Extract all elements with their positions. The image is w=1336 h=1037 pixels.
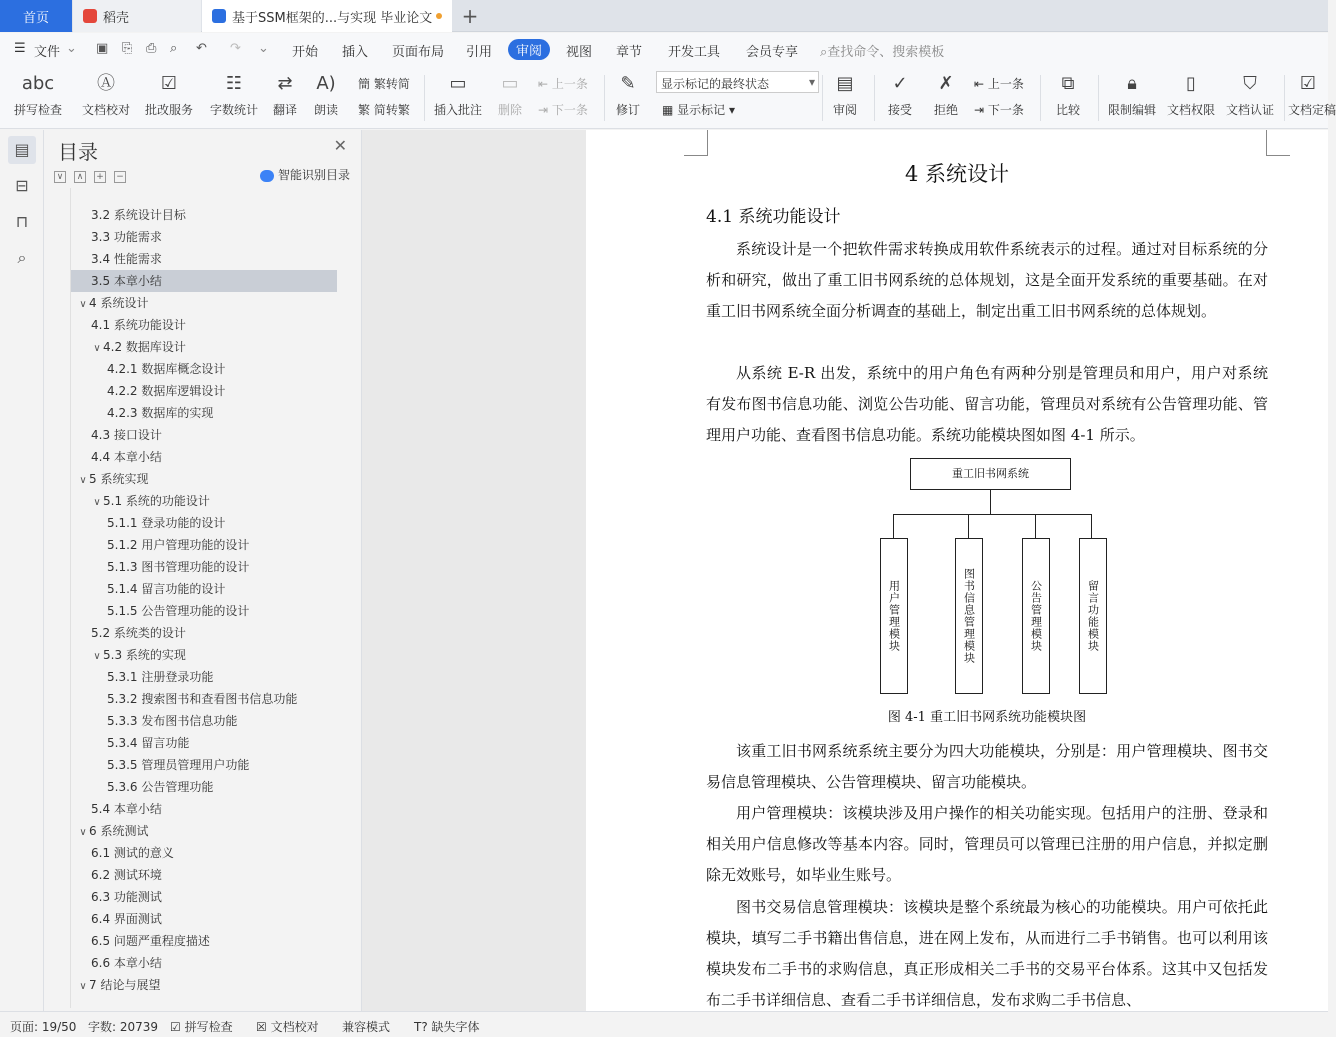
- menu-start[interactable]: 开始: [292, 45, 319, 60]
- search-icon: ⌕: [820, 45, 828, 60]
- ribbon-divider: [424, 75, 425, 121]
- restrict-edit-button[interactable]: [1104, 71, 1160, 127]
- add-heading-icon[interactable]: +: [94, 171, 106, 183]
- diagram-connector: [1035, 514, 1036, 538]
- prev-change-button[interactable]: ⇤ 上一条: [974, 77, 1024, 91]
- toc-item-label: 6.6 本章小结: [91, 956, 162, 970]
- spell-check-label: 拼写检查: [13, 103, 62, 117]
- daoke-icon: [83, 9, 97, 23]
- menu-bar: [0, 33, 1328, 65]
- diagram-child-box: [1022, 538, 1050, 694]
- show-markup-label: 显示标记: [677, 103, 726, 117]
- prev-comment-label: 上一条: [551, 77, 588, 91]
- status-proof-label: 文档校对: [270, 1020, 319, 1034]
- toc-item[interactable]: [71, 314, 337, 336]
- toc-item-label: 5.3 系统的实现: [103, 648, 186, 662]
- section-heading: 4.1 系统功能设计: [706, 207, 841, 227]
- toc-item-label: 5.3.1 注册登录功能: [107, 670, 214, 684]
- diagram-child-label: 公告管理模块: [1029, 580, 1043, 652]
- toc-item[interactable]: [71, 204, 337, 226]
- toc-item[interactable]: [71, 908, 337, 930]
- diagram-connector: [968, 514, 969, 538]
- hamburger-icon[interactable]: ☰: [14, 41, 26, 56]
- menu-review[interactable]: 审阅: [508, 39, 550, 60]
- delete-comment-button[interactable]: [490, 71, 530, 127]
- compare-icon: ⧉: [1061, 73, 1075, 94]
- chevron-down-icon[interactable]: ∨: [93, 497, 101, 508]
- toc-item[interactable]: [71, 534, 337, 556]
- doc-proof-label: 文档校对: [81, 103, 130, 117]
- toc-item[interactable]: [71, 798, 337, 820]
- smart-toc-button[interactable]: [260, 166, 350, 183]
- toc-item-label: 7 结论与展望: [89, 978, 161, 992]
- paragraph-5: 图书交易信息管理模块：该模块是整个系统最为核心的功能模块。用户可依托此模块，填写二手书籍出售信息，进在网上发布，从而进行二手书销售。也可以利用该模块发布二手书的求购信息，真正形成相关二手书的交易平台体系。这其中又包括发布二手书详细信息、查看二手书详细信息，发布求购二手书信息、: [706, 898, 1268, 1009]
- accept-label: 接受: [887, 103, 912, 117]
- diagram-connector: [990, 490, 991, 514]
- toc-item[interactable]: [71, 490, 337, 512]
- chevron-down-icon[interactable]: ∨: [79, 981, 87, 992]
- compare-label: 比较: [1055, 103, 1080, 117]
- menu-layout[interactable]: 页面布局: [392, 45, 445, 60]
- toc-item-label: 5.1.3 图书管理功能的设计: [107, 560, 250, 574]
- diagram-child-box: [1079, 538, 1107, 694]
- chevron-down-icon[interactable]: ⌄: [66, 41, 77, 56]
- doc-proof-button[interactable]: [80, 71, 132, 127]
- tab-bar: [0, 0, 1328, 32]
- word-count-label: 字数统计: [209, 103, 258, 117]
- toc-item[interactable]: [71, 666, 337, 688]
- reject-button[interactable]: [926, 71, 966, 127]
- chevron-down-icon[interactable]: ∨: [93, 343, 101, 354]
- restrict-edit-label: 限制编辑: [1107, 103, 1156, 117]
- document-area: [362, 130, 1328, 1011]
- review-pane-icon: ▤: [836, 73, 854, 94]
- tab-daoke[interactable]: [73, 0, 201, 32]
- toc-item[interactable]: [71, 864, 337, 886]
- batch-icon: ☑: [160, 73, 178, 94]
- font-help-icon: T?: [414, 1020, 428, 1034]
- toc-item-label: 5.1.2 用户管理功能的设计: [107, 538, 250, 552]
- word-count-icon: ☷: [225, 73, 243, 94]
- toc-panel-icon[interactable]: ▤: [8, 136, 36, 164]
- toc-item[interactable]: [71, 732, 337, 754]
- compare-button[interactable]: [1048, 71, 1088, 127]
- missing-font-button[interactable]: [414, 1018, 480, 1035]
- track-changes-button[interactable]: [610, 71, 646, 127]
- menu-file[interactable]: 文件: [34, 45, 61, 60]
- toc-item[interactable]: [71, 688, 337, 710]
- undo-icon[interactable]: ↶: [196, 41, 207, 56]
- markup-state-select[interactable]: 显示标记的最终状态 ▾: [656, 71, 819, 93]
- word-count-button[interactable]: [208, 71, 260, 127]
- new-tab-button[interactable]: +: [461, 4, 479, 28]
- diagram-child-box: [880, 538, 908, 694]
- read-aloud-button[interactable]: [310, 71, 342, 127]
- side-rail: [0, 130, 44, 1011]
- doc-rights-label: 文档权限: [1166, 103, 1215, 117]
- translate-button[interactable]: [266, 71, 304, 127]
- bookmark-icon[interactable]: ⊓: [15, 212, 29, 231]
- ribbon-divider: [1098, 75, 1099, 121]
- chevron-down-icon[interactable]: ∨: [79, 475, 87, 486]
- reject-icon: ✗: [938, 73, 954, 94]
- collapse-all-icon[interactable]: ∨: [54, 171, 66, 183]
- toc-item-label: 4.2.1 数据库概念设计: [107, 362, 226, 376]
- status-spell-check[interactable]: [170, 1018, 233, 1035]
- toc-item-label: 6.1 测试的意义: [91, 846, 174, 860]
- toc-item[interactable]: [71, 270, 337, 292]
- toc-item-label: 6.2 测试环境: [91, 868, 162, 882]
- chevron-down-icon[interactable]: ∨: [93, 651, 101, 662]
- toc-tools: [54, 168, 134, 183]
- toc-item[interactable]: [71, 776, 337, 798]
- toc-item[interactable]: [71, 402, 337, 424]
- diagram-child-label: 用户管理模块: [887, 580, 901, 652]
- shield-icon: ⛉: [1243, 73, 1257, 94]
- menu-reference[interactable]: 引用: [466, 45, 493, 60]
- export-icon[interactable]: ⎘: [122, 41, 133, 56]
- diagram-root-box: 重工旧书网系统: [910, 458, 1071, 490]
- toc-item-label: 6 系统测试: [89, 824, 149, 838]
- paragraph-3: 该重工旧书网系统系统主要分为四大功能模块，分别是：用户管理模块、图书交易信息管理模块、公告管理模块、留言功能模块。: [706, 742, 1268, 791]
- proof-icon: Ⓐ: [97, 73, 115, 94]
- prev-comment-button[interactable]: ⇤ 上一条: [538, 77, 588, 91]
- toc-item-label: 4.2 数据库设计: [103, 340, 186, 354]
- toc-item-label: 3.3 功能需求: [91, 230, 162, 244]
- toc-item-label: 6.3 功能测试: [91, 890, 162, 904]
- toc-item-label: 6.4 界面测试: [91, 912, 162, 926]
- menu-devtools[interactable]: 开发工具: [668, 45, 721, 60]
- toc-item-label: 5 系统实现: [89, 472, 149, 486]
- insert-comment-button[interactable]: [432, 71, 484, 127]
- command-search[interactable]: [820, 41, 944, 60]
- paragraph-1: 系统设计是一个把软件需求转换成用软件系统表示的过程。通过对目标系统的分析和研究，做出了重工旧书网系统的总体规划，这是全面开发系统的重要基础。在对重工旧书网系统全面分析调查的基础上，制定出重工旧书网系统的总体规划。: [706, 240, 1268, 320]
- doc-final-icon: ☑: [1299, 73, 1317, 94]
- remove-heading-icon[interactable]: −: [114, 171, 126, 183]
- review-pane-button[interactable]: [828, 71, 862, 127]
- simp-to-trad-button[interactable]: 繁 简转繁: [358, 103, 410, 117]
- toc-item-label: 3.2 系统设计目标: [91, 208, 186, 222]
- doc-rights-icon: ▯: [1186, 73, 1196, 94]
- track-changes-label: 修订: [615, 103, 640, 117]
- trad-to-simp-button[interactable]: 簡 繁转简: [358, 77, 410, 91]
- toc-item-label: 5.1.1 登录功能的设计: [107, 516, 226, 530]
- toc-item[interactable]: [71, 226, 337, 248]
- toc-item[interactable]: [71, 622, 337, 644]
- comment-icon: ▭: [449, 73, 467, 94]
- toc-item-label: 4.4 本章小结: [91, 450, 162, 464]
- smart-toc-icon: [260, 170, 274, 182]
- word-count-indicator[interactable]: 字数: 20739: [88, 1020, 159, 1034]
- next-change-button[interactable]: ⇥ 下一条: [974, 103, 1024, 117]
- toc-item-label: 5.3.5 管理员管理用户功能: [107, 758, 250, 772]
- search-icon[interactable]: ⌕: [17, 248, 27, 267]
- spell-check-icon: abc: [21, 73, 55, 94]
- simp-to-trad-label: 简转繁: [373, 103, 410, 117]
- trad-to-simp-label: 繁转简: [373, 77, 410, 91]
- toc-item-label: 5.1.4 留言功能的设计: [107, 582, 226, 596]
- toc-item-label: 4.3 接口设计: [91, 428, 162, 442]
- save-icon[interactable]: ▣: [96, 41, 109, 56]
- diagram-child-box: [955, 538, 983, 694]
- compat-mode: 兼容模式: [342, 1020, 391, 1034]
- menu-insert[interactable]: 插入: [342, 45, 369, 60]
- toc-item[interactable]: [71, 468, 337, 490]
- batch-service-label: 批改服务: [144, 103, 193, 117]
- document-page[interactable]: [586, 130, 1328, 1011]
- doc-rights-button[interactable]: [1164, 71, 1218, 127]
- toc-title: 目录: [58, 140, 98, 164]
- missing-font-label: 缺失字体: [431, 1020, 480, 1034]
- delete-comment-label: 删除: [497, 103, 522, 117]
- diagram-connector: [1091, 514, 1092, 538]
- spell-check-button[interactable]: [10, 71, 66, 127]
- toc-item[interactable]: [71, 578, 337, 600]
- toc-item[interactable]: [71, 952, 337, 974]
- toc-item[interactable]: [71, 446, 337, 468]
- crop-mark: [1266, 130, 1290, 156]
- toc-item-label: 5.4 本章小结: [91, 802, 162, 816]
- toc-item-label: 5.2 系统类的设计: [91, 626, 186, 640]
- toc-item-label: 5.3.2 搜索图书和查看图书信息功能: [107, 692, 298, 706]
- ribbon-divider: [822, 75, 823, 121]
- reject-label: 拒绝: [933, 103, 958, 117]
- menu-view[interactable]: 视图: [566, 45, 593, 60]
- toc-item[interactable]: [71, 358, 337, 380]
- batch-service-button[interactable]: [140, 71, 198, 127]
- preview-icon[interactable]: ⌕: [170, 41, 178, 56]
- toc-item[interactable]: [71, 820, 337, 842]
- toc-list: [70, 188, 355, 1008]
- menu-member[interactable]: 会员专享: [746, 45, 799, 60]
- more-icon[interactable]: ⌄: [258, 41, 269, 56]
- toc-item[interactable]: [71, 424, 337, 446]
- toc-panel: [44, 130, 362, 1011]
- diagram-child-label: 留言功能模块: [1086, 580, 1100, 652]
- toc-item[interactable]: [71, 556, 337, 578]
- chevron-down-icon[interactable]: ∨: [79, 827, 87, 838]
- toc-item-label: 4.2.3 数据库的实现: [107, 406, 214, 420]
- next-comment-label: 下一条: [551, 103, 588, 117]
- toc-item[interactable]: [71, 886, 337, 908]
- toc-item-label: 6.5 问题严重程度描述: [91, 934, 210, 948]
- toc-item-label: 5.1 系统的功能设计: [103, 494, 210, 508]
- translate-icon: ⇄: [277, 73, 293, 94]
- doc-final-label: 文档定稿: [1288, 103, 1336, 117]
- toc-item-label: 4.2.2 数据库逻辑设计: [107, 384, 226, 398]
- smart-toc-label: 智能识别目录: [278, 168, 351, 182]
- review-pane-label: 审阅: [832, 103, 857, 117]
- toc-item-label: 5.3.6 公告管理功能: [107, 780, 214, 794]
- tab-daoke-label: 稻壳: [103, 10, 130, 26]
- next-change-label: 下一条: [987, 103, 1024, 117]
- status-proof[interactable]: [256, 1018, 319, 1035]
- toc-item[interactable]: [71, 248, 337, 270]
- tab-home[interactable]: 首页: [0, 0, 72, 32]
- ribbon-divider: [1040, 75, 1041, 121]
- diagram-child-label: 图书信息管理模块: [962, 568, 976, 664]
- close-icon[interactable]: ✕: [333, 136, 347, 155]
- read-aloud-label: 朗读: [313, 103, 338, 117]
- insert-comment-label: 插入批注: [433, 103, 482, 117]
- paragraph-4: 用户管理模块：该模块涉及用户操作的相关功能实现。包括用户的注册、登录和相关用户信息修改等基本内容。同时，管理员可以管理已注册的用户信息，并拟定删除无效账号，如毕业生账号。: [706, 804, 1268, 884]
- tab-document-label: 基于SSM框架的...与实现 毕业论文: [232, 10, 433, 26]
- toc-item[interactable]: [71, 974, 337, 996]
- toc-item-label: 5.1.5 公告管理功能的设计: [107, 604, 250, 618]
- status-spell-label: 拼写检查: [184, 1020, 233, 1034]
- toc-item[interactable]: [71, 644, 337, 666]
- toc-item[interactable]: [71, 292, 337, 314]
- menu-chapter[interactable]: 章节: [616, 45, 643, 60]
- proof-box-icon: ☒: [256, 1020, 267, 1034]
- chapter-heading: 4 系统设计: [904, 162, 1010, 186]
- wps-writer-icon: [212, 9, 226, 23]
- ribbon-divider: [874, 75, 875, 121]
- doc-final-button[interactable]: [1288, 71, 1336, 127]
- crop-mark: [684, 130, 708, 156]
- toc-item[interactable]: [71, 842, 337, 864]
- lock-icon: 🔒︎: [1127, 73, 1137, 94]
- print-icon[interactable]: ⎙: [146, 41, 157, 56]
- translate-label: 翻译: [272, 103, 297, 117]
- figure-caption: 图 4-1 重工旧书网系统功能模块图: [887, 710, 1087, 725]
- redo-icon[interactable]: ↷: [230, 41, 241, 56]
- diagram-connector: [893, 514, 1091, 515]
- toc-item-label: 5.3.3 发布图书信息功能: [107, 714, 238, 728]
- track-changes-icon: ✎: [620, 73, 636, 94]
- delete-comment-icon: ▭: [501, 73, 519, 94]
- checkbox-icon: ☑: [170, 1020, 181, 1034]
- toc-item-label: 4.1 系统功能设计: [91, 318, 186, 332]
- search-placeholder: 查找命令、搜索模板: [827, 45, 945, 60]
- toc-item[interactable]: [71, 512, 337, 534]
- next-comment-button[interactable]: ⇥ 下一条: [538, 103, 588, 117]
- tab-document[interactable]: [202, 0, 452, 32]
- toc-item[interactable]: [71, 336, 337, 358]
- chevron-down-icon[interactable]: ∨: [79, 299, 87, 310]
- expand-all-icon[interactable]: ∧: [74, 171, 86, 183]
- doc-auth-label: 文档认证: [1225, 103, 1274, 117]
- accept-button[interactable]: [880, 71, 920, 127]
- status-bar: [0, 1011, 1328, 1037]
- toc-item[interactable]: [71, 600, 337, 622]
- accept-icon: ✓: [892, 73, 908, 94]
- toc-item[interactable]: [71, 380, 337, 402]
- review-ribbon: [0, 65, 1336, 129]
- read-aloud-icon: A): [316, 73, 336, 94]
- prev-change-label: 上一条: [987, 77, 1024, 91]
- doc-auth-button[interactable]: [1222, 71, 1278, 127]
- toc-item[interactable]: [71, 930, 337, 952]
- chapter-nav-icon[interactable]: ⊟: [15, 176, 29, 195]
- diagram-connector: [893, 514, 894, 538]
- toc-item-label: 3.5 本章小结: [91, 274, 162, 288]
- paragraph-2: 从系统 E-R 出发，系统中的用户角色有两种分别是管理员和用户，用户对系统有发布图书信息功能、浏览公告功能、留言功能，管理员对系统有公告管理功能、管理用户功能、查看图书信息功能。系统功能模块图如图 4-1 所示。: [706, 364, 1268, 444]
- toc-item[interactable]: [71, 754, 337, 776]
- toc-item-label: 5.3.4 留言功能: [107, 736, 190, 750]
- toc-item[interactable]: [71, 710, 337, 732]
- page-indicator[interactable]: 页面: 19/50: [10, 1020, 77, 1034]
- toc-item-label: 3.4 性能需求: [91, 252, 162, 266]
- ribbon-divider: [604, 75, 605, 121]
- toc-item-label: 4 系统设计: [89, 296, 149, 310]
- ribbon-divider: [1284, 75, 1285, 121]
- unsaved-dot-icon: [436, 13, 442, 19]
- show-markup-button[interactable]: ▦ 显示标记 ▾: [662, 103, 736, 117]
